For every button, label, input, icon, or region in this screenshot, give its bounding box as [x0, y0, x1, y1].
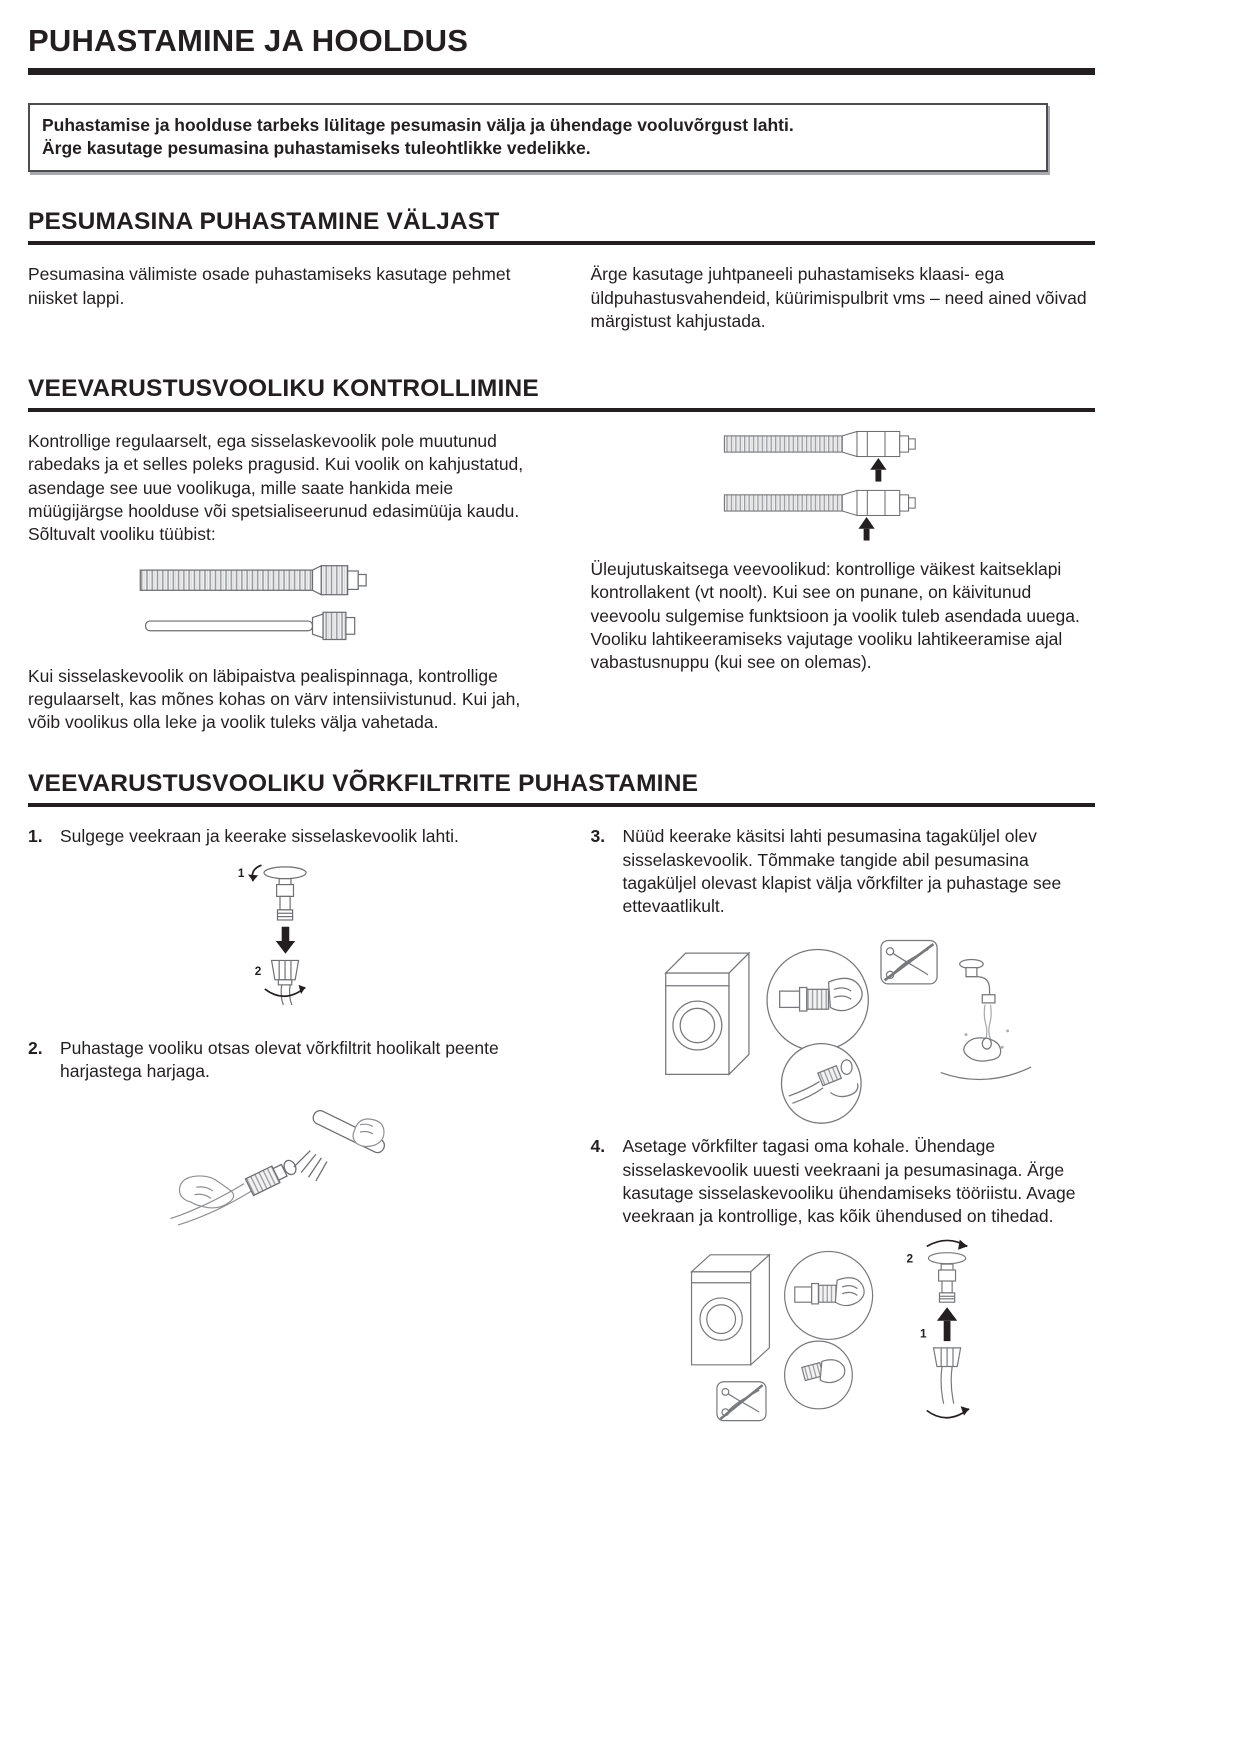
step-4: [591, 1135, 1096, 1228]
step-3-number: 3.: [590, 826, 606, 847]
section-hose-check: [28, 375, 1095, 734]
hose-types-illustration: [28, 561, 533, 653]
turn-handle-arrow-icon: [248, 865, 261, 881]
section-exterior-heading: PESUMASINA PUHASTAMINE VÄLJAST: [28, 208, 500, 236]
detail-circle-filter: [781, 1044, 861, 1124]
exterior-left-text: Pesumasina välimiste osade puhastamiseks kasutage pehmet niisket lappi.: [28, 264, 511, 308]
hose-left-column: [28, 430, 533, 734]
tap-handle: [264, 866, 306, 878]
reconnect-hose-drawing: [678, 1236, 1008, 1431]
remove-filter-drawing: [653, 926, 1033, 1125]
reconnect-hose-illustration: [591, 1236, 1096, 1431]
brush-cleaning-drawing: [165, 1099, 395, 1226]
no-pliers-icon: [881, 941, 937, 984]
step-4-text: Asetage võrkfilter tagasi oma kohale. Ühendage sisselaskevoolik uuesti veekraani ja pesumasinaga. Ärge kasutage sisselaskevooliku ühendamiseks tööriistu. Avage veekraan ja kontrollige, kas kõik ühendused on tihedad.: [622, 1136, 1076, 1227]
figure-step-label: 2: [254, 964, 262, 978]
warning-text-1: Puhastamise ja hoolduse tarbeks lülitage pesumasin välja ja ühendage vooluvõrgust lahti.: [42, 115, 794, 136]
open-tap-rotation-arrow-icon: [927, 1240, 968, 1250]
figure-step-label: 1: [919, 1327, 927, 1342]
step-1: [28, 825, 533, 848]
step-3: [591, 825, 1096, 918]
step-3-text: Nüüd keerake käsitsi lahti pesumasina tagaküljel olev sisselaskevoolik. Tõmmake tangide abil pesumasina tagaküljel olevast klapist välja võrkfilter ja puhastage see ettevaatlikult.: [622, 826, 1062, 917]
section-exterior-cleaning: [28, 208, 1095, 333]
flood-safe-text: Üleujutuskaitsega veevoolikud: kontrollige väikest kaitseklapi kontrollakent (vt noolt). Kui see on punane, on käivitunud veevoolu sulgemise funktsioon ja voolik tuleb asendada uuega.: [590, 559, 1080, 626]
section-rule: [28, 241, 1095, 245]
close-tap-illustration: [28, 861, 533, 1011]
step-2-number: 2.: [28, 1037, 43, 1058]
section-filter-cleaning: [28, 770, 1095, 1431]
detail-circle-unscrew: [767, 950, 868, 1051]
tap-handle: [928, 1253, 965, 1264]
step-2-text: Puhastage vooliku otsas olevat võrkfiltrit hoolikalt peente harjastega harjaga.: [60, 1037, 499, 1081]
detail-circle-tighten: [784, 1342, 852, 1410]
flood-safe-hoses-drawing: [721, 430, 965, 542]
hand: [353, 1119, 384, 1146]
disconnect-arrow-icon: [276, 926, 295, 953]
title-rule: [28, 68, 1095, 75]
detail-circle-attach: [784, 1252, 872, 1340]
page-header: [28, 22, 1095, 75]
washing-machine: [691, 1255, 769, 1365]
figure-step-label: 1: [238, 866, 245, 880]
warning-box: [28, 103, 1048, 172]
hose-check-text: Kontrollige regulaarselt, ega sisselaskevoolik pole muutunud rabedaks ja et selles poleks pragusid. Kui voolik on kahjustatud, asendage see uue voolikuga, mille saate hankida meie müügijärgse hoolduse või spetsialiseerunud edasimüüja kaudu.: [28, 431, 524, 521]
unscrew-rotation-arrow-icon: [265, 984, 305, 995]
step-4-number: 4.: [590, 1136, 606, 1157]
sink-edge: [940, 1067, 1030, 1079]
section-hose-heading: VEEVARUSTUSVOOLIKU KONTROLLIMINE: [28, 375, 539, 403]
brush-cleaning-illustration: [28, 1099, 533, 1226]
figure-step-label: 2: [906, 1251, 913, 1266]
release-button-text: Vooliku lahtikeeramiseks vajutage vooliku lahtikeeramise ajal vabastusnuppu (kui see on olemas).: [590, 628, 1063, 673]
smooth-hose: [146, 621, 313, 631]
remove-filter-illustration: [591, 926, 1096, 1125]
hand: [180, 1176, 234, 1208]
page-title: PUHASTAMINE JA HOOLDUS: [28, 23, 469, 58]
exterior-right-text: Ärge kasutage juhtpaneeli puhastamiseks klaasi- ega üldpuhastusvahendeid, küürimispulbrit vms – need ained võivad märgistust kahjustada.: [590, 264, 1087, 331]
section-rule: [28, 803, 1095, 807]
warning-text-2: Ärge kasutage pesumasina puhastamiseks tuleohtlikke vedelikke.: [42, 138, 591, 159]
no-pliers-icon: [717, 1382, 766, 1421]
exterior-right-column: [591, 263, 1096, 333]
rinse-under-tap: [940, 960, 1030, 1080]
hose-end-fitting: [246, 1157, 300, 1196]
corrugated-hose: [141, 570, 313, 590]
section-rule: [28, 408, 1095, 412]
filter-left-column: [28, 825, 533, 1226]
section-filter-heading: VEEVARUSTUSVOOLIKU VÕRKFILTRITE PUHASTAMINE: [28, 770, 699, 798]
hose-type-intro: Sõltuvalt vooliku tüübist:: [28, 524, 216, 545]
exterior-left-column: [28, 263, 533, 310]
hose-right-column: [591, 430, 1096, 674]
step-1-text: Sulgege veekraan ja keerake sisselaskevoolik lahti.: [60, 826, 459, 847]
screw-rotation-arrow-icon: [927, 1407, 969, 1418]
step-1-number: 1.: [28, 826, 43, 847]
close-tap-drawing: [229, 861, 331, 1011]
washing-machine: [665, 953, 748, 1074]
step-2: [28, 1037, 533, 1084]
hose-types-drawing: [135, 561, 425, 653]
flood-safe-hoses-illustration: [591, 430, 1096, 542]
transparent-hose-text: Kui sisselaskevoolik on läbipaistva pealispinnaga, kontrollige regulaarselt, kas mõnes kohas on värv intensiivistunud. Kui jah, võib voolikus olla leke ja voolik tuleks välja vahetada.: [28, 665, 521, 733]
filter-right-column: [591, 825, 1096, 1431]
connect-up-arrow-icon: [937, 1308, 957, 1342]
hose-nut: [272, 960, 299, 1005]
